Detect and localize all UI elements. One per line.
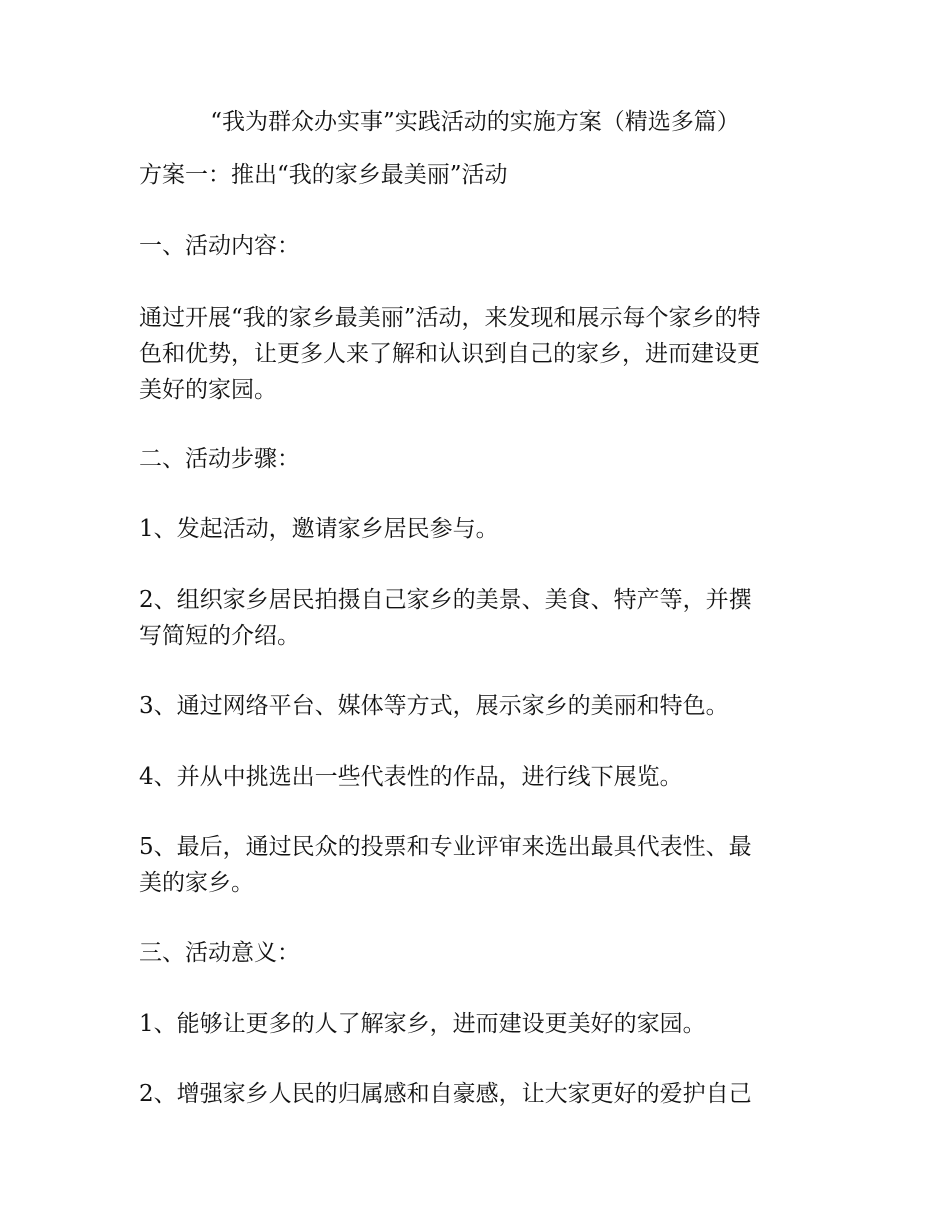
text-line: 二、活动步骤： (139, 446, 300, 472)
text-line: 通过开展“我的家乡最美丽”活动，来发现和展示每个家乡的特 (139, 305, 761, 331)
text-line: 3、通过网络平台、媒体等方式，展示家乡的美丽和特色。 (139, 693, 729, 719)
document-title: “我为群众办实事”实践活动的实施方案（精选多篇） (210, 109, 740, 135)
significance-item-2 (139, 1076, 819, 1112)
significance-item-1 (139, 1006, 819, 1042)
section-heading-content (139, 228, 819, 264)
step-item-5 (139, 829, 819, 901)
section-heading-significance (139, 935, 819, 971)
text-line: 2、组织家乡居民拍摄自己家乡的美景、美食、特产等，并撰 (139, 587, 752, 613)
text-line: 1、能够让更多的人了解家乡，进而建设更美好的家园。 (139, 1011, 706, 1037)
section-heading-steps (139, 441, 819, 477)
text-line: 1、发起活动，邀请家乡居民参与。 (139, 516, 499, 542)
text-line: 三、活动意义： (139, 940, 300, 966)
step-item-3 (139, 688, 819, 724)
text-line: 方案一：推出“我的家乡最美丽”活动 (139, 162, 508, 188)
text-line: 色和优势，让更多人来了解和认识到自己的家乡，进而建设更 (139, 341, 760, 367)
text-line: 写简短的介绍。 (139, 623, 300, 649)
plan-heading (139, 157, 819, 193)
step-item-4 (139, 759, 819, 795)
paragraph-content (139, 300, 819, 408)
step-item-2 (139, 582, 819, 654)
text-line: 4、并从中挑选出一些代表性的作品，进行线下展览。 (139, 764, 683, 790)
text-line: 2、增强家乡人民的归属感和自豪感，让大家更好的爱护自己 (139, 1081, 752, 1107)
text-line: 一、活动内容： (139, 233, 300, 259)
text-line: 美的家乡。 (139, 870, 254, 896)
text-line: 5、最后，通过民众的投票和专业评审来选出最具代表性、最 (139, 834, 752, 860)
step-item-1 (139, 511, 819, 547)
text-line: 美好的家园。 (139, 377, 277, 403)
